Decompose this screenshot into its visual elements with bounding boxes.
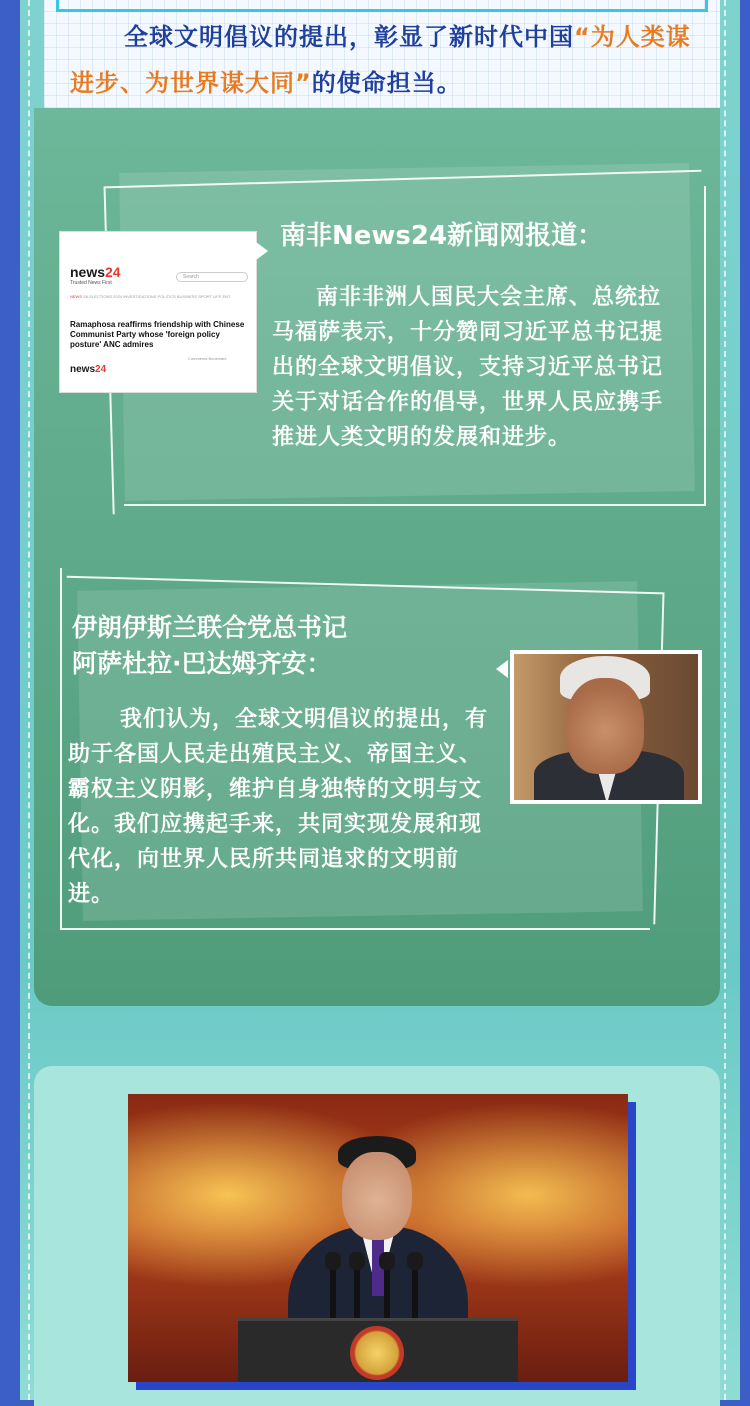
news24-headline: Ramaphosa reaffirms friendship with Chinese Communist Party whose 'foreign policy posture' ANC admires xyxy=(70,320,245,349)
iran-quote: 我们认为，全球文明倡议的提出，有助于各国人民走出殖民主义、帝国主义、霸权主义阴影，维护自身独特的文明与文化。我们应携起手来，共同实现发展和现代化，向世界人民所共同追求的文明前进。 xyxy=(68,707,489,907)
news24-screenshot xyxy=(60,232,256,392)
speaker-portrait xyxy=(510,650,702,804)
intro-text-after: 的使命担当。 xyxy=(311,69,462,97)
news24-logo-small: news24 xyxy=(70,364,107,375)
intro-quote-text xyxy=(70,14,710,106)
pointer-arrow xyxy=(496,660,508,678)
intro-quote-frame xyxy=(56,0,708,12)
intro-text-before: 全球文明倡议的提出，彰显了新时代中国 xyxy=(124,23,574,51)
pointer-arrow xyxy=(256,242,268,260)
national-emblem xyxy=(350,1326,404,1380)
news24-meta: Comments Bookmark xyxy=(188,356,227,361)
news24-tagline: Trusted News First xyxy=(70,280,112,286)
news24-nav: NEWS SA ELECTIONS 2024 INVESTIGATIONS POLITICS BUSINESS SPORT LIFE ENT xyxy=(70,294,231,299)
south-africa-heading: 南非News24新闻网报道： xyxy=(280,221,604,251)
left-dashed-border xyxy=(28,0,30,1400)
intro-highlight: “为人类谋进步、为世界谋大同” xyxy=(70,23,691,97)
news24-search: Search xyxy=(176,272,248,282)
iran-heading-line2: 阿萨杜拉·巴达姆齐安： xyxy=(72,649,332,678)
speech-photo xyxy=(128,1094,628,1382)
news24-logo: news24 xyxy=(70,264,121,280)
right-dashed-border xyxy=(724,0,726,1400)
iran-heading xyxy=(72,610,347,682)
iran-heading-line1: 伊朗伊斯兰联合党总书记 xyxy=(72,613,348,642)
south-africa-quote: 南非非洲人国民大会主席、总统拉马福萨表示，十分赞同习近平总书记提出的全球文明倡议，支持习近平总书记关于对话合作的倡导，世界人民应携手推进人类文明的发展和进步。 xyxy=(272,285,664,450)
